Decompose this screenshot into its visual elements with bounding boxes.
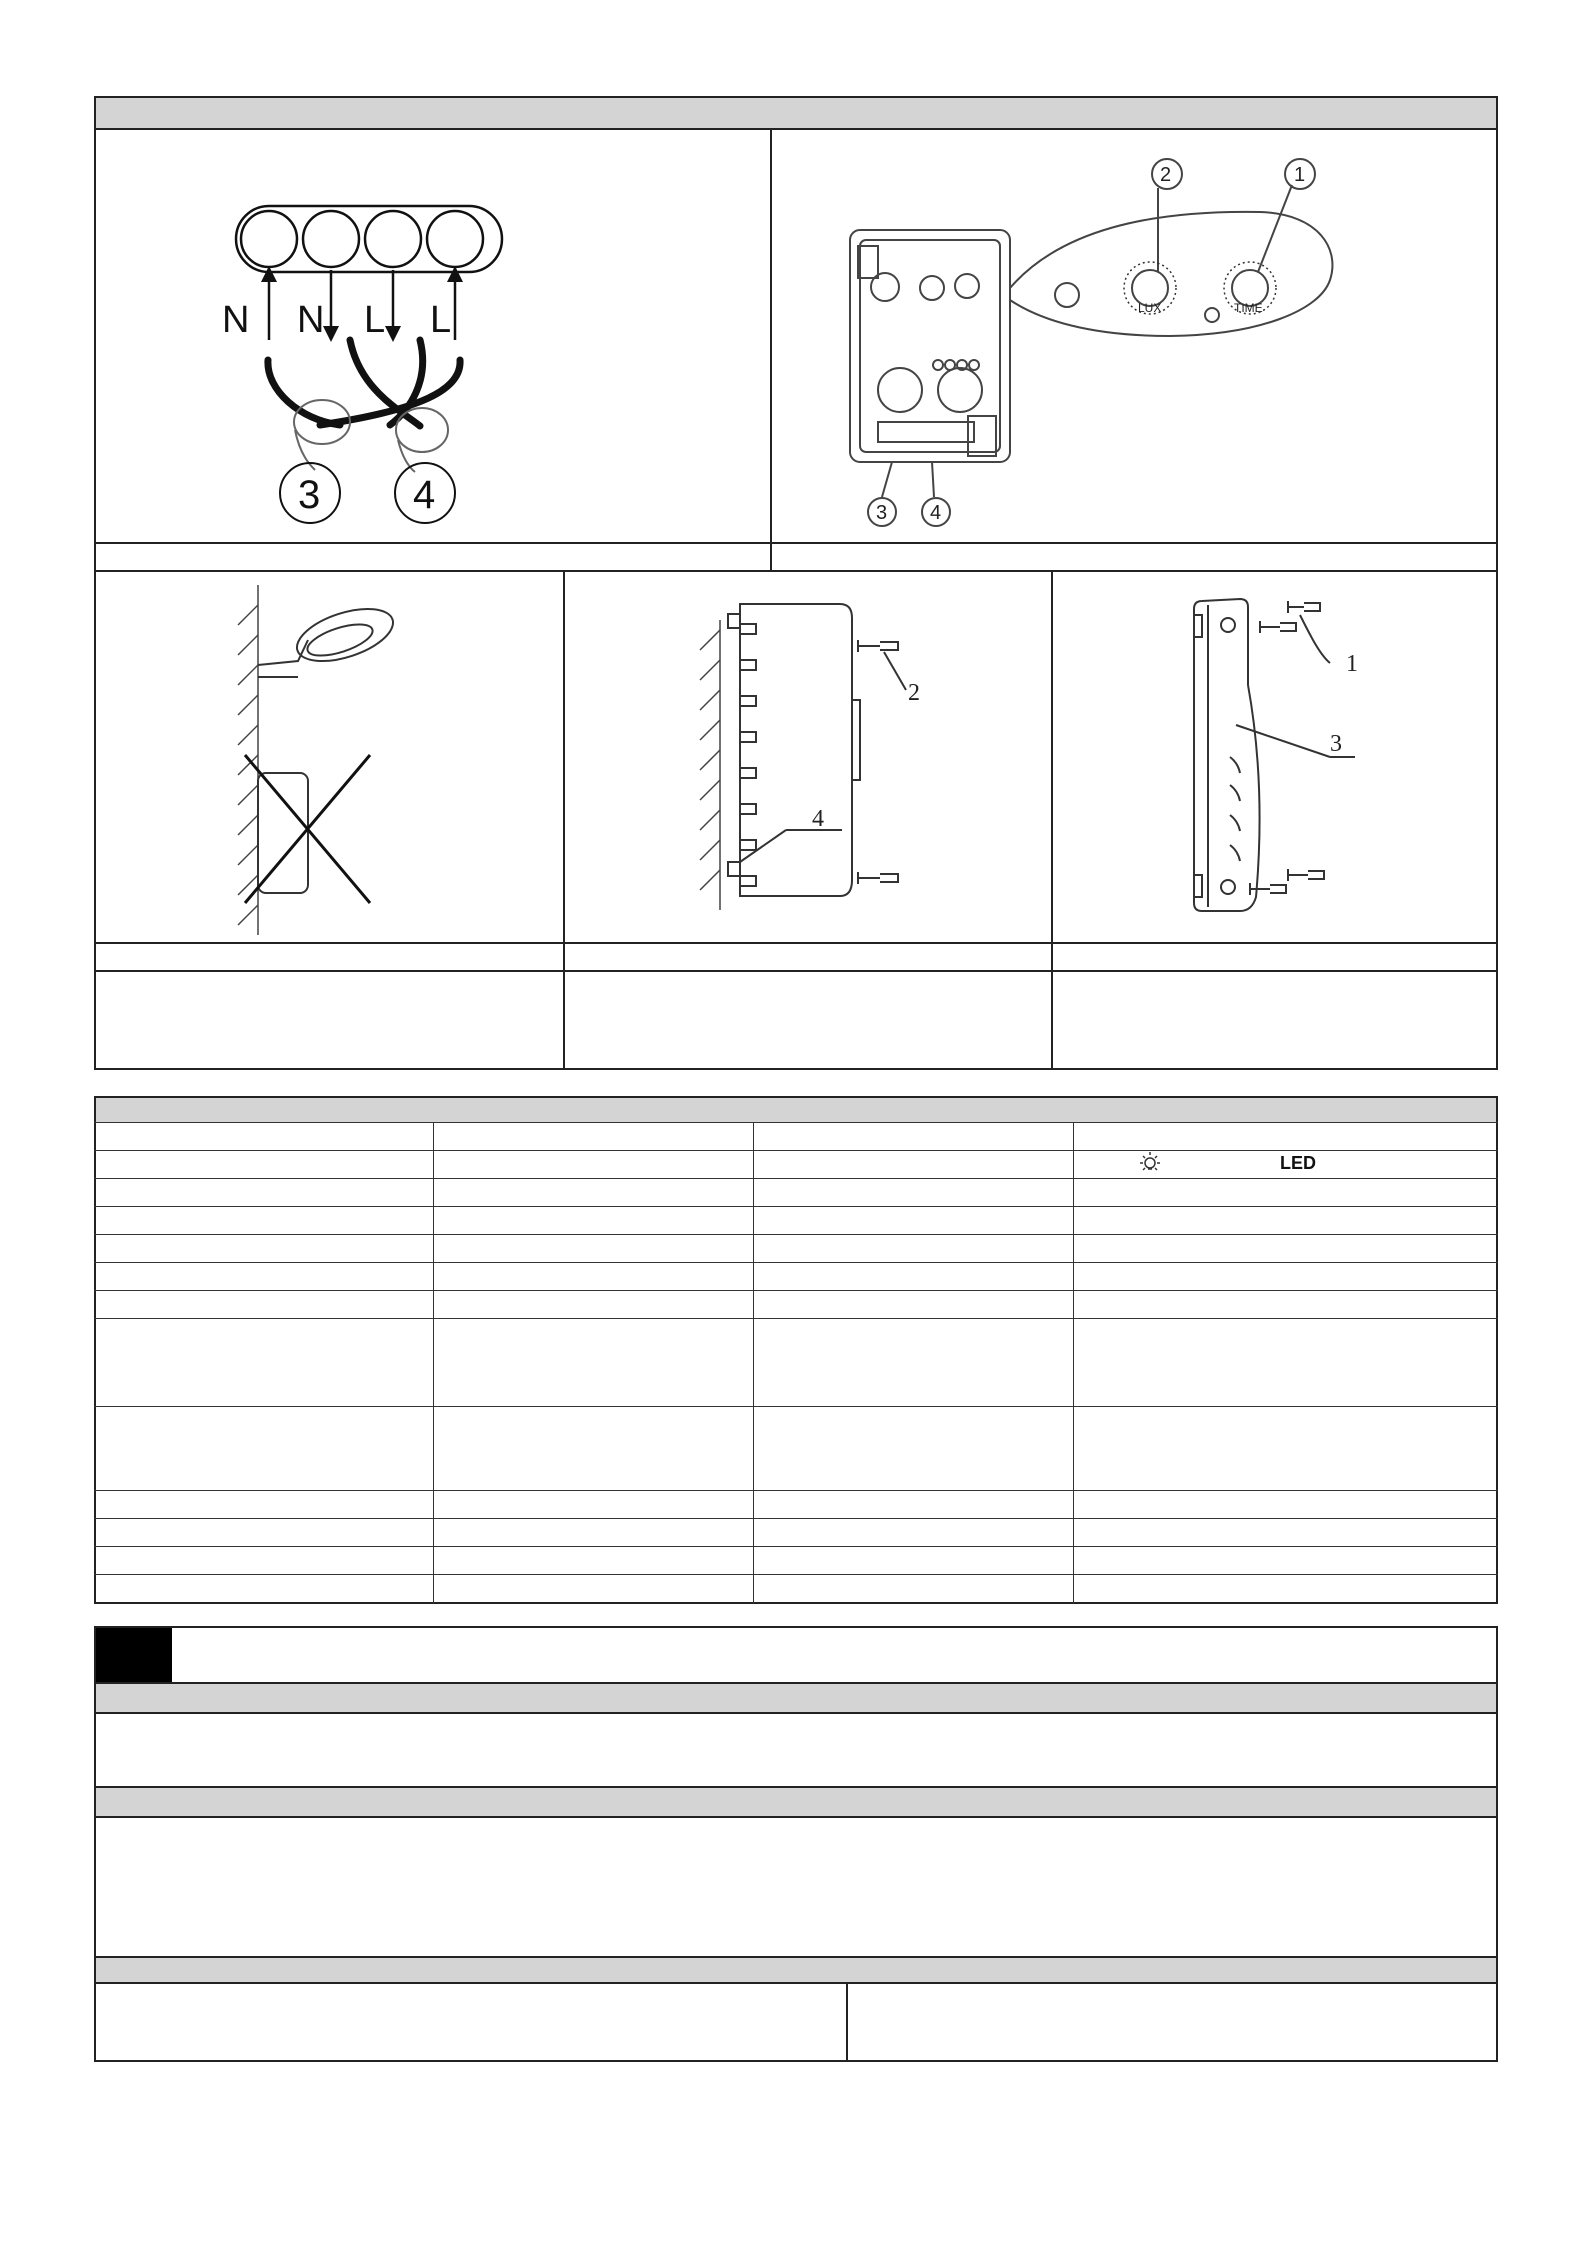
wiring-label-n2: N [297, 299, 325, 341]
wiring-marker-3: 3 [298, 473, 321, 517]
figure-header-bar [96, 98, 1496, 128]
led-label: LED [1280, 1153, 1316, 1173]
dial-label-lux: LUX [1138, 301, 1162, 315]
side-callout-4: 4 [812, 806, 824, 832]
spec-table-header-bar [96, 1098, 1496, 1122]
bottom-header-2 [96, 1788, 1496, 1816]
front-callout-1: 1 [1294, 164, 1306, 186]
cover-callout-3: 3 [1330, 731, 1342, 757]
bottom-header-1 [96, 1684, 1496, 1712]
side-callout-2: 2 [908, 680, 920, 706]
front-callout-4: 4 [930, 502, 942, 524]
dial-label-time: TIME [1234, 301, 1263, 315]
front-callout-3: 3 [876, 502, 888, 524]
mounting-wrong-figure [230, 585, 430, 935]
mounting-cover-figure [1180, 585, 1380, 925]
wiring-marker-4: 4 [413, 473, 436, 517]
front-callout-2: 2 [1160, 164, 1172, 186]
wiring-label-l1: L [364, 299, 386, 341]
wiring-label-n1: N [222, 299, 250, 341]
cover-callout-1: 1 [1346, 651, 1358, 677]
mounting-side-figure [690, 590, 930, 920]
language-badge [96, 1628, 172, 1682]
wiring-diagram [200, 190, 520, 530]
device-front-view [840, 140, 1360, 530]
lightbulb-icon [1135, 1150, 1165, 1178]
bottom-header-3 [96, 1958, 1496, 1982]
wiring-label-l2: L [430, 299, 452, 341]
